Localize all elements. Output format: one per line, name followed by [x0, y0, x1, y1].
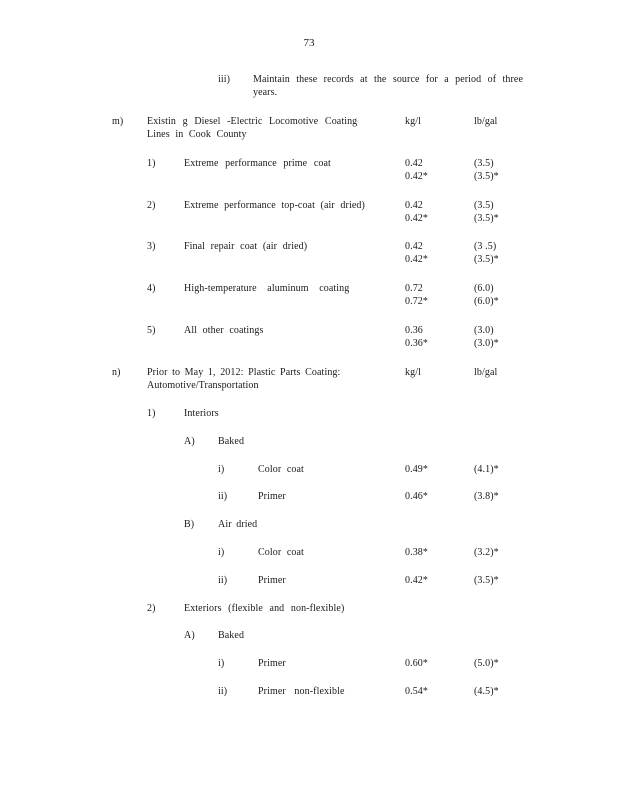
n-ext-baked-row-1-kg: 0.60*	[405, 658, 428, 669]
n-int-baked-row-2-marker: ii)	[218, 491, 228, 502]
section-m-unit-imperial: lb/gal	[474, 116, 498, 127]
section-m-title-line2: Lines in Cook County	[147, 129, 247, 140]
n-int-baked-row-1-kg: 0.49*	[405, 464, 428, 475]
m-item-5-lb: (3.0)	[474, 325, 494, 336]
m-item-2-kg-alt: 0.42*	[405, 213, 428, 224]
section-m-marker: m)	[112, 116, 124, 127]
n-ext-baked-row-2-lb: (4.5)*	[474, 686, 499, 697]
m-item-1-lb: (3.5)	[474, 158, 494, 169]
n-ext-baked-row-1-lb: (5.0)*	[474, 658, 499, 669]
n-int-baked-row-1-marker: i)	[218, 464, 225, 475]
n-int-air-row-2-lb: (3.5)*	[474, 575, 499, 586]
n-exteriors-baked-marker: A)	[184, 630, 195, 641]
m-item-5-kg-alt: 0.36*	[405, 338, 428, 349]
n-exteriors-marker: 2)	[147, 603, 156, 614]
m-item-3-label: Final repair coat (air dried)	[184, 241, 308, 252]
n-int-air-row-2-label: Primer	[258, 575, 286, 586]
n-interiors-label: Interiors	[184, 408, 219, 419]
m-item-3-lb: (3 .5)	[474, 241, 497, 252]
n-exteriors-baked-label: Baked	[218, 630, 245, 641]
m-item-5-label: All other coatings	[184, 325, 264, 336]
m-item-1-kg-alt: 0.42*	[405, 171, 428, 182]
section-n-title-line2: Automotive/Transportation	[147, 380, 259, 391]
m-item-4-lb-alt: (6.0)*	[474, 296, 499, 307]
section-n-marker: n)	[112, 367, 121, 378]
section-m-title-line1: Existin g Diesel -Electric Locomotive Coating	[147, 116, 358, 127]
n-ext-baked-row-2-kg: 0.54*	[405, 686, 428, 697]
n-int-air-row-1-marker: i)	[218, 547, 225, 558]
m-item-1-label: Extreme performance prime coat	[184, 158, 331, 169]
n-int-air-row-2-marker: ii)	[218, 575, 228, 586]
m-item-1-kg: 0.42	[405, 158, 423, 169]
m-item-4-label: High-temperature aluminum coating	[184, 283, 350, 294]
m-item-2-lb: (3.5)	[474, 200, 494, 211]
n-int-baked-row-2-label: Primer	[258, 491, 286, 502]
m-item-4-lb: (6.0)	[474, 283, 494, 294]
n-interiors-airdried-label: Air dried	[218, 519, 258, 530]
page-number: 73	[303, 37, 315, 49]
m-item-4-marker: 4)	[147, 283, 156, 294]
m-item-2-marker: 2)	[147, 200, 156, 211]
m-item-5-kg: 0.36	[405, 325, 423, 336]
n-interiors-baked-marker: A)	[184, 436, 195, 447]
n-int-air-row-1-kg: 0.38*	[405, 547, 428, 558]
m-item-4-kg-alt: 0.72*	[405, 296, 428, 307]
m-item-3-marker: 3)	[147, 241, 156, 252]
n-int-baked-row-2-lb: (3.8)*	[474, 491, 499, 502]
n-exteriors-label: Exteriors (flexible and non-flexible)	[184, 603, 345, 614]
section-n-unit-imperial: lb/gal	[474, 367, 498, 378]
m-item-4-kg: 0.72	[405, 283, 423, 294]
m-item-2-label: Extreme performance top-coat (air dried)	[184, 200, 365, 211]
n-interiors-airdried-marker: B)	[184, 519, 195, 530]
n-int-baked-row-1-lb: (4.1)*	[474, 464, 499, 475]
n-int-baked-row-2-kg: 0.46*	[405, 491, 428, 502]
m-item-3-kg: 0.42	[405, 241, 423, 252]
n-interiors-baked-label: Baked	[218, 436, 245, 447]
n-interiors-marker: 1)	[147, 408, 156, 419]
n-ext-baked-row-2-label: Primer non-flexible	[258, 686, 345, 697]
section-n-title-line1: Prior to May 1, 2012: Plastic Parts Coating:	[147, 367, 341, 378]
section-m-unit-metric: kg/l	[405, 116, 421, 127]
n-ext-baked-row-1-marker: i)	[218, 658, 225, 669]
m-item-1-marker: 1)	[147, 158, 156, 169]
m-item-3-kg-alt: 0.42*	[405, 254, 428, 265]
m-item-2-lb-alt: (3.5)*	[474, 213, 499, 224]
m-item-1-lb-alt: (3.5)*	[474, 171, 499, 182]
m-item-5-marker: 5)	[147, 325, 156, 336]
n-ext-baked-row-2-marker: ii)	[218, 686, 228, 697]
n-ext-baked-row-1-label: Primer	[258, 658, 286, 669]
m-item-5-lb-alt: (3.0)*	[474, 338, 499, 349]
n-int-air-row-2-kg: 0.42*	[405, 575, 428, 586]
item-iii-text: Maintain these records at the source for a period of three years.	[253, 74, 523, 98]
n-int-baked-row-1-label: Color coat	[258, 464, 304, 475]
section-n-unit-metric: kg/l	[405, 367, 421, 378]
item-iii-marker: iii)	[218, 74, 231, 85]
m-item-2-kg: 0.42	[405, 200, 423, 211]
n-int-air-row-1-lb: (3.2)*	[474, 547, 499, 558]
m-item-3-lb-alt: (3.5)*	[474, 254, 499, 265]
n-int-air-row-1-label: Color coat	[258, 547, 304, 558]
